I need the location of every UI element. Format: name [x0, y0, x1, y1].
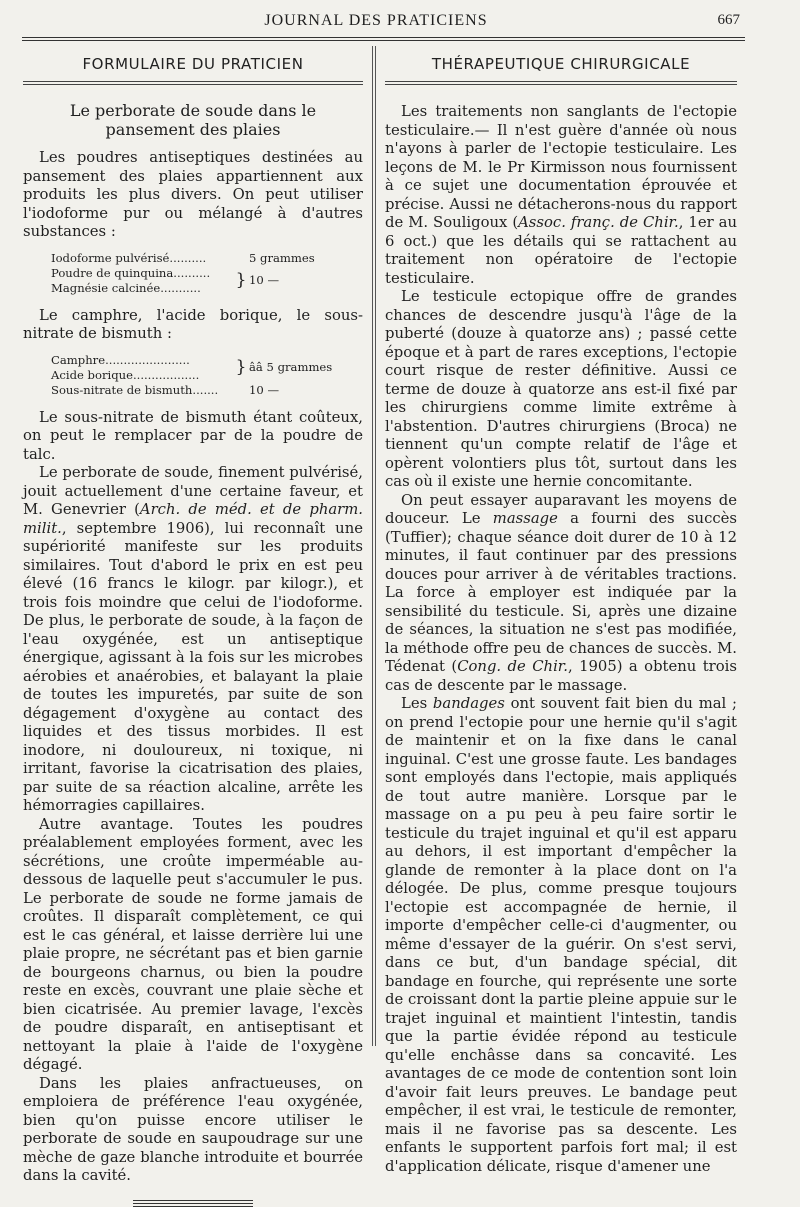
citation: Arch. de méd. et de pharm. milit. [23, 501, 363, 537]
formula-ingredient: Magnésie calcinée........... [51, 280, 201, 295]
journal-title: JOURNAL DES PRATICIENS [264, 12, 488, 29]
end-rule [133, 1203, 253, 1204]
formula-quantity: 5 grammes [249, 250, 315, 265]
formula-ingredient: Iodoforme pulvérisé.......... [51, 250, 207, 265]
emphasis: massage [492, 510, 558, 527]
emphasis: bandages [432, 695, 505, 712]
article-title: Le perborate de soude dans le pansement des plaies [69, 101, 317, 139]
section-rule [23, 81, 363, 82]
paragraph: Les traitements non sanglants de l'ectopie testiculaire.— Il n'est guère d'année où nous n'ayons à parler de l'ectopie testiculaire. Les leçons de M. le Pr Kirmisson nous fournissent à ce sujet une documentation éprouvée et précise. Aussi ne détacherons-nous du rapport de M. Souligoux (Assoc. franç. de Chir., 1er au 6 oct.) que les détails qui se rattachent au traitement non opératoire de l'ectopie testiculaire. [385, 103, 737, 287]
end-rule [133, 1200, 253, 1201]
end-rule [133, 1206, 253, 1207]
formula-ingredient: Sous-nitrate de bismuth....... [51, 382, 219, 397]
paragraph: Le camphre, l'acide borique, le sous-nitrate de bismuth : [23, 306, 363, 342]
formula-quantity: 10 — [249, 273, 280, 287]
section-title-formulaire: FORMULAIRE DU PRATICIEN [82, 55, 304, 73]
citation: Assoc. franç. de Chir. [518, 214, 679, 231]
formula-ingredient: Poudre de quinquina.......... [51, 265, 211, 280]
citation: Cong. de Chir. [457, 658, 568, 675]
paragraph: Le testicule ectopique offre de grandes chances de descendre jusqu'à l'âge de la puberté (douze à quatorze ans) ; passé cette époque et à part de rares exceptions, l'ectopie court risque de rester définitive. Aussi ce terme de douze à quatorze ans est-il fixé par les chirurgiens comme limite extrême à l'abstention. D'autres chirurgiens (Broca) ne tiennent qu'un compte relatif de l'âge et opèrent volontiers plus tôt, surtout dans les cas où il existe une hernie concomitante. [385, 288, 737, 490]
header-rule-double [22, 40, 745, 41]
formula-quantity: 10 — [249, 382, 280, 397]
column-divider [372, 46, 373, 1046]
formula-quantity: ââ 5 grammes [249, 360, 333, 374]
paragraph: Le perborate de soude, finement pulvérisé, jouit actuellement d'une certaine faveur, et M. Genevrier (Arch. de méd. et de pharm. milit., septembre 1906), lui reconnaît une supériorité manifeste sur les produits similaires. Tout d'abord le prix en est peu élevé (16 francs le kilogr. par kilogr.), et trois fois moindre que celui de l'iodoforme. De plus, le perborate de soude, à la façon de l'eau oxygénée, est un antiseptique énergique, agissant à la fois sur les microbes aérobies et anaérobies, et balayant la plaie de toutes les impuretés, par suite de son dégagement d'oxygène au contact des liquides et des tissus morbides. Il est inodore, ni douloureux, ni toxique, ni irritant, favorise la cicatrisation des plaies, par suite de sa réaction alcaline, arrête les hémorragies capillaires. [23, 464, 363, 814]
left-column [23, 48, 363, 1207]
right-column [385, 48, 737, 1176]
formula-camphre [51, 353, 363, 398]
paragraph: Les poudres antiseptiques destinées au pansement des plaies appartiennent aux produits les plus divers. On peut utiliser l'iodoforme pur ou mélangé à d'autres substances : [23, 149, 363, 240]
paragraph: On peut essayer auparavant les moyens de douceur. Le massage a fourni des succès (Tuffier); chaque séance doit durer de 10 à 12 minutes, il faut continuer par des pressions douces pour arriver à de véritables tractions. La force à employer est indiquée par la sensibilité du testicule. Si, après une dizaine de séances, la situation ne s'est pas modifiée, la méthode offre peu de chances de succès. M. Tédenat (Cong. de Chir., 1905) a obtenu trois cas de descente par le massage. [385, 491, 737, 694]
section-rule-thin [23, 84, 363, 85]
page-number: 667 [717, 12, 740, 28]
brace-glyph: } [235, 357, 247, 377]
brace-glyph: } [235, 270, 247, 290]
formula-ingredient: Camphre....................... [51, 352, 190, 367]
paragraph: Dans les plaies anfractueuses, on emploiera de préférence l'eau oxygénée, bien qu'on puisse encore utiliser le perborate de soude en saupoudrage sur une mèche de gaze blanche introduite et bourrée dans la cavité. [23, 1074, 363, 1184]
paragraph: Autre avantage. Toutes les poudres préalablement employées forment, avec les sécrétions, une croûte imperméable au-dessous de laquelle peut s'accumuler le pus. Le perborate de soude ne forme jamais de croûtes. Il disparaît complètement, ce qui est le cas général, et laisse derrière lui une plaie propre, ne sécrétant pas et bien garnie de bourgeons charnus, ou bien la poudre reste en excès, couvrant une plaie sèche et bien cicatrisée. Au premier lavage, l'excès de poudre disparaît, en antiseptisant et nettoyant la plaie à l'aide de l'oxygène dégagé. [23, 815, 363, 1073]
column-divider-double [375, 46, 376, 1046]
paragraph: Les bandages ont souvent fait bien du mal ; on prend l'ectopie pour une hernie qu'il s'agit de maintenir et on la fixe dans le canal inguinal. C'est une grosse faute. Les bandages sont employés dans l'ectopie, mais appliqués de tout autre manière. Lorsque par le massage on a pu peu à peu faire sortir le testicule du trajet inguinal et qu'il est apparu au dehors, il est important d'empêcher la glande de remonter à la place dont on l'a délogée. De plus, comme presque toujours l'ectopie est accompagnée de hernie, il importe d'empêcher celle-ci d'augmenter, ou même d'essayer de la guérir. On s'est servi, dans ce but, d'un bandage spécial, dit bandage en fourche, qui représente une sorte de croissant dont la partie pleine appuie sur le trajet inguinal et maintient l'intestin, tandis que la partie évidée répond au testicule qu'elle enchâsse dans sa concavité. Les avantages de ce mode de contention sont loin d'avoir fait leurs preuves. Le bandage peut empêcher, il est vrai, le testicule de remonter, mais il ne favorise pas sa descente. Les enfants le supportent parfois fort mal; il est d'application délicate, risque d'amener une [385, 695, 737, 1175]
running-head [22, 12, 740, 32]
header-rule [22, 37, 745, 38]
paragraph: Le sous-nitrate de bismuth étant coûteux, on peut le remplacer par de la poudre de talc. [23, 408, 363, 463]
section-title-therapeutique: THÉRAPEUTIQUE CHIRURGICALE [431, 55, 691, 73]
section-rule-thin [385, 84, 737, 85]
section-rule [385, 81, 737, 82]
article-body [385, 103, 737, 1176]
formula-ingredient: Acide borique.................. [51, 367, 200, 382]
formula-iodoforme [51, 251, 363, 296]
